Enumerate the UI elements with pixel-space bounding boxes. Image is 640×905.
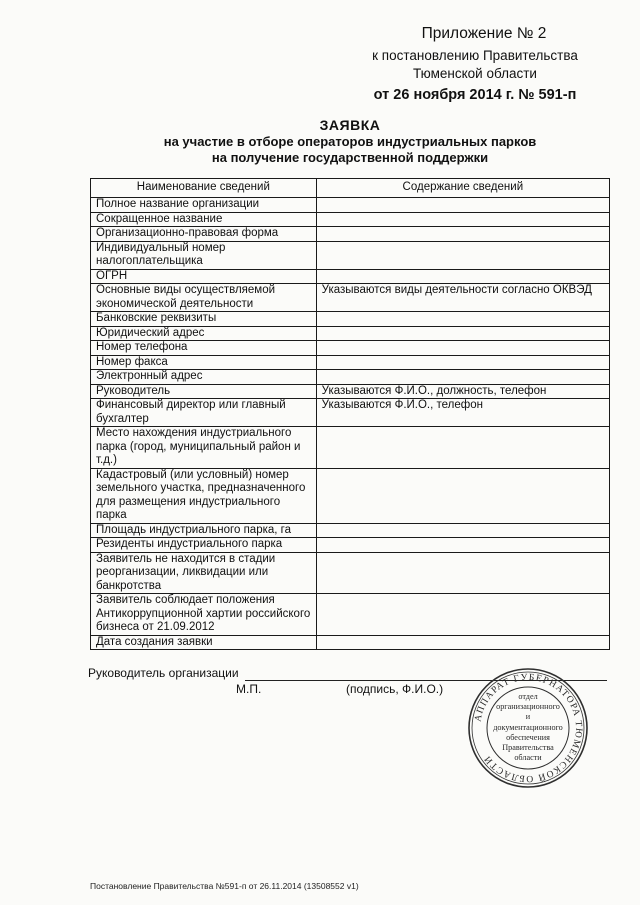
stamp-inner-line: отдел: [518, 692, 538, 701]
appendix-region: Тюменской области: [413, 66, 537, 81]
field-name: Финансовый директор или главный бухгалтер: [91, 399, 317, 427]
field-value: [316, 355, 609, 370]
field-name: Номер факса: [91, 355, 317, 370]
field-value: [316, 594, 609, 636]
field-name: Номер телефона: [91, 341, 317, 356]
field-name: Площадь индустриального парка, га: [91, 523, 317, 538]
title-subtitle-1: на участие в отборе операторов индустриальных парков: [163, 134, 537, 149]
field-value: Указываются виды деятельности согласно ОКВЭД: [316, 284, 609, 312]
table-row: [91, 326, 610, 341]
table-row: [91, 427, 610, 469]
official-stamp: [466, 666, 590, 790]
table-row: [91, 284, 610, 312]
table-row: [91, 312, 610, 327]
table-row: [91, 227, 610, 242]
table-row: [91, 635, 610, 650]
stamp-inner-line: документационного: [493, 722, 563, 732]
field-value: [316, 370, 609, 385]
column-header-value: Содержание сведений: [316, 179, 609, 198]
table-row: [91, 399, 610, 427]
table-row: [91, 523, 610, 538]
footer-reference: Постановление Правительства №591-п от 26.11.2014 (13508552 v1): [90, 881, 359, 891]
field-value: [316, 241, 609, 269]
appendix-header: [330, 24, 620, 106]
appendix-number: Приложение № 2: [421, 25, 547, 42]
field-name: Сокращенное название: [91, 212, 317, 227]
stamp-inner-line: обеспечения: [506, 732, 550, 742]
title-subtitle-2: на получение государственной поддержки: [211, 150, 489, 165]
field-value: [316, 269, 609, 284]
appendix-date: от 26 ноября 2014 г. № 591-п: [373, 87, 577, 103]
table-body: [91, 198, 610, 650]
document-title: [90, 117, 610, 166]
field-name: Полное название организации: [91, 198, 317, 213]
field-name: Руководитель: [91, 384, 317, 399]
table-row: [91, 212, 610, 227]
field-value: [316, 523, 609, 538]
table-row: [91, 355, 610, 370]
field-value: [316, 312, 609, 327]
field-value: [316, 538, 609, 553]
head-signature-label: Руководитель организации: [88, 666, 239, 680]
field-value: [316, 427, 609, 469]
stamp-inner-line: области: [514, 753, 542, 763]
stamp-inner-text: [484, 692, 572, 763]
table-row: [91, 594, 610, 636]
field-value: [316, 468, 609, 523]
table-row: [91, 384, 610, 399]
table-row: [91, 269, 610, 284]
application-table: [90, 178, 610, 650]
stamp-inner-line: организационного: [496, 702, 560, 712]
field-name: Кадастровый (или условный) номер земельного участка, предназначенного для размещения индустриального парка: [91, 468, 317, 523]
field-value: Указываются Ф.И.О., телефон: [316, 399, 609, 427]
field-name: Заявитель не находится в стадии реорганизации, ликвидации или банкротства: [91, 552, 317, 594]
table-row: [91, 538, 610, 553]
signature-caption: (подпись, Ф.И.О.): [346, 682, 444, 696]
stamp-inner-line: и: [525, 712, 531, 722]
stamp-inner-line: Правительства: [502, 743, 554, 753]
table-header-row: [91, 179, 610, 198]
appendix-reference: к постановлению Правительства: [372, 48, 578, 63]
field-value: [316, 552, 609, 594]
field-value: [316, 326, 609, 341]
field-name: Электронный адрес: [91, 370, 317, 385]
field-name: Дата создания заявки: [91, 635, 317, 650]
field-value: [316, 227, 609, 242]
field-value: [316, 198, 609, 213]
seal-label: М.П.: [236, 682, 262, 696]
field-name: Основные виды осуществляемой экономической деятельности: [91, 284, 317, 312]
field-name: Место нахождения индустриального парка (город, муниципальный район и т.д.): [91, 427, 317, 469]
table-row: [91, 241, 610, 269]
column-header-name: Наименование сведений: [91, 179, 317, 198]
field-value: [316, 341, 609, 356]
field-name: Резиденты индустриального парка: [91, 538, 317, 553]
field-name: Юридический адрес: [91, 326, 317, 341]
table-row: [91, 370, 610, 385]
field-value: [316, 635, 609, 650]
title-main: ЗАЯВКА: [319, 117, 381, 133]
field-value: [316, 212, 609, 227]
table-row: [91, 552, 610, 594]
field-value: Указываются Ф.И.О., должность, телефон: [316, 384, 609, 399]
table-row: [91, 198, 610, 213]
field-name: Организационно-правовая форма: [91, 227, 317, 242]
field-name: Банковские реквизиты: [91, 312, 317, 327]
stamp-ring-text: АППАРАТ ГУБЕРНАТОРА ТЮМЕНСКОЙ ОБЛАСТИ: [473, 672, 584, 784]
field-name: Заявитель соблюдает положения Антикоррупционной хартии российского бизнеса от 21.09.2012: [91, 594, 317, 636]
table-row: [91, 341, 610, 356]
field-name: Индивидуальный номер налогоплательщика: [91, 241, 317, 269]
field-name: ОГРН: [91, 269, 317, 284]
table-row: [91, 468, 610, 523]
